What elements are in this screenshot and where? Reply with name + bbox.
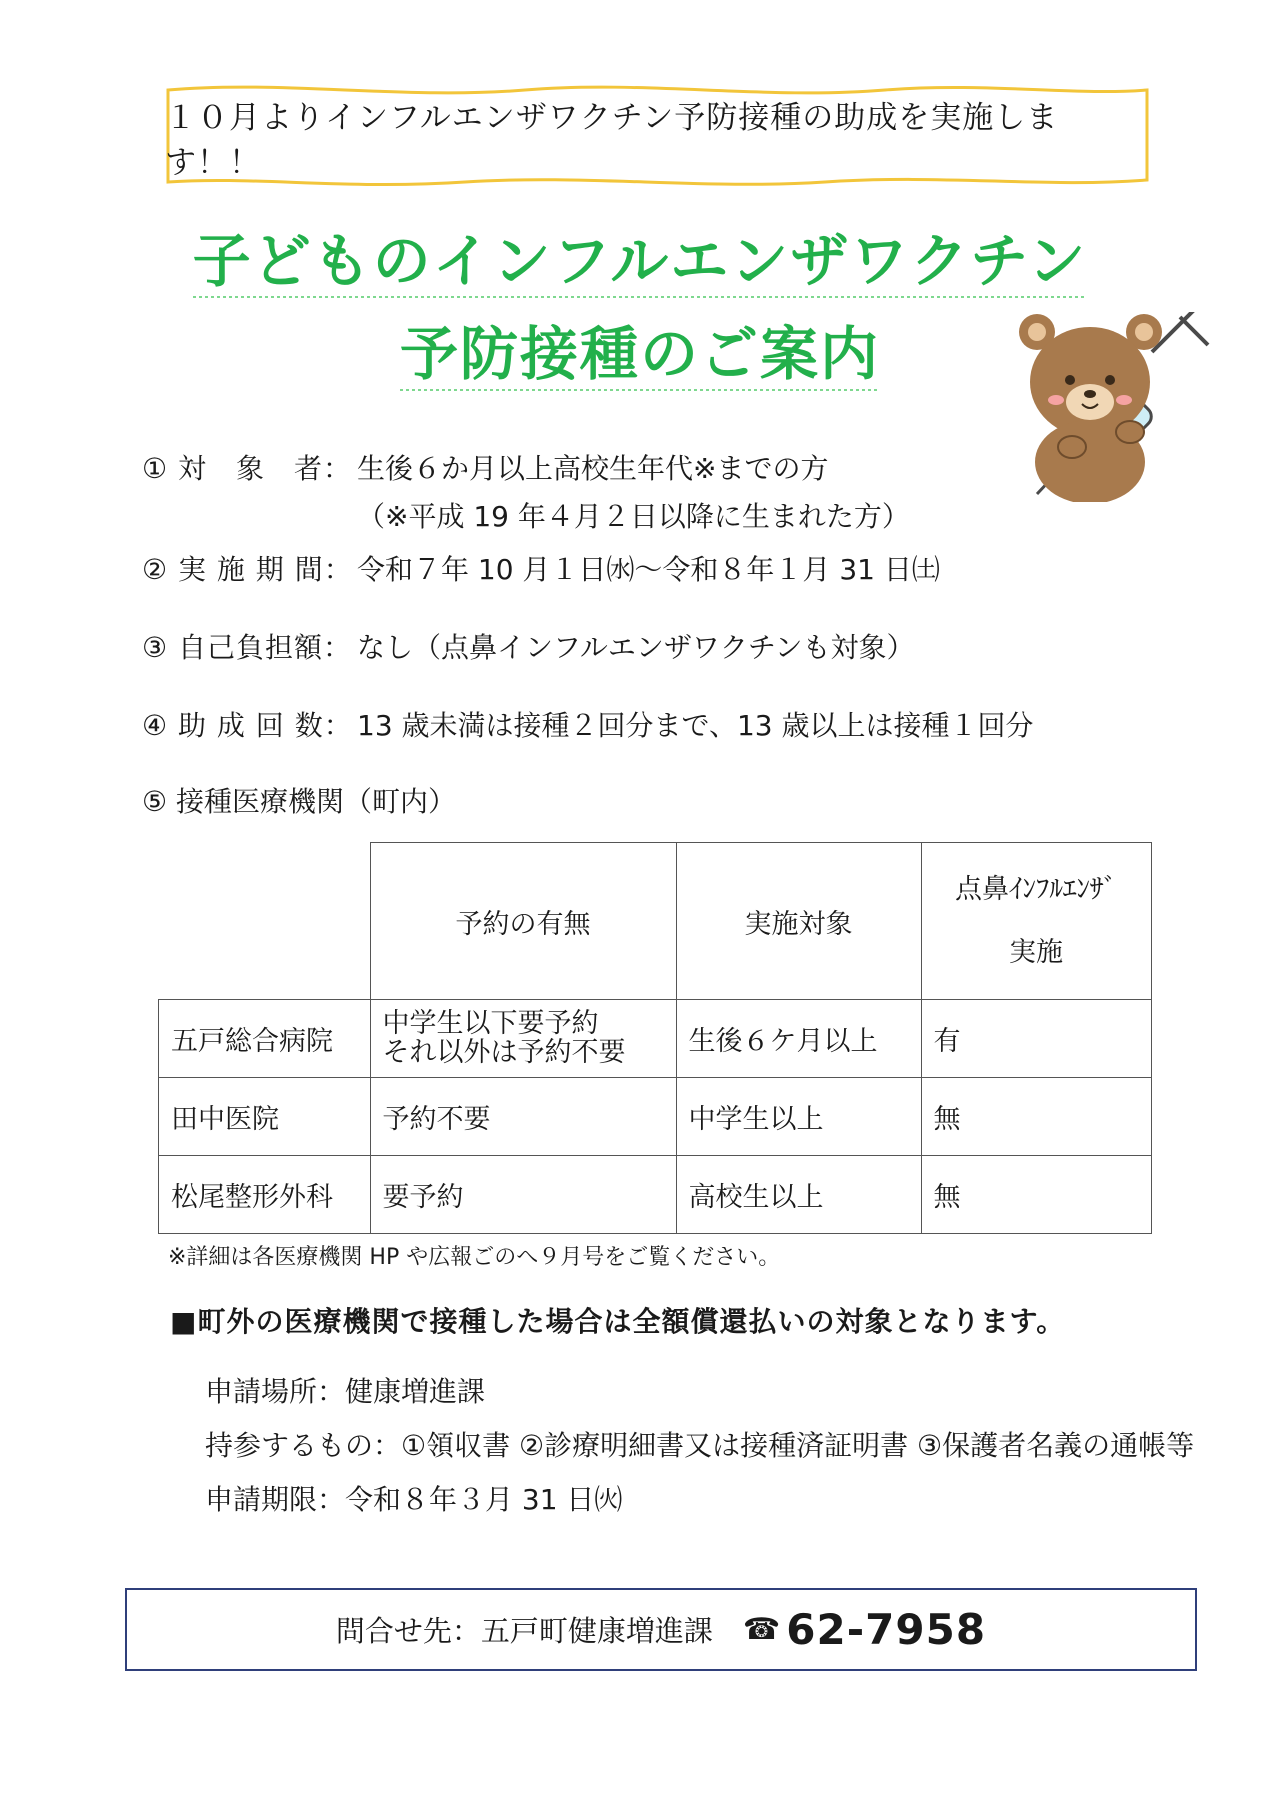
contact-phone: 62-7958 (786, 1605, 987, 1654)
table-header-nasal (921, 843, 1151, 1000)
table-header-nasal-line-1: 点鼻ｲﾝﾌﾙｴﾝｻﾞ (955, 874, 1117, 905)
item-target-note: （※平成 19 年４月２日以降に生まれた方） (357, 500, 910, 533)
clinic-name: 田中医院 (159, 1078, 371, 1156)
clinic-nasal: 有 (921, 1000, 1151, 1078)
item-period-label: ② 実 施 期 間： (142, 553, 353, 586)
clinic-target: 高校生以上 (676, 1156, 921, 1234)
item-clinics-heading: ⑤ 接種医療機関（町内） (142, 785, 457, 818)
table-header-nasal-line-2: 実施 (1009, 937, 1063, 968)
clinic-name: 五戸総合病院 (159, 1000, 371, 1078)
item-count (142, 709, 1034, 743)
outside-reimbursement-heading: ■町外の医療機関で接種した場合は全額償還払いの対象となります。 (170, 1305, 1066, 1338)
contact-label: 問合せ先：五戸町健康増進課 (335, 1614, 713, 1648)
table-header-row (159, 843, 1152, 1000)
table-header-reservation: 予約の有無 (370, 843, 676, 1000)
application-place: 申請場所：健康増進課 (205, 1375, 486, 1408)
items-to-bring: 持参するもの：①領収書 ②診療明細書又は接種済証明書 ③保護者名義の通帳等 (205, 1429, 1195, 1462)
table-row (159, 1000, 1152, 1078)
item-count-label: ④ 助 成 回 数： (142, 709, 353, 742)
table-header-target: 実施対象 (676, 843, 921, 1000)
clinic-nasal: 無 (921, 1156, 1151, 1234)
contact-box (125, 1588, 1197, 1671)
clinic-target: 中学生以上 (676, 1078, 921, 1156)
item-cost-label: ③ 自己負担額： (142, 631, 353, 664)
item-target (142, 452, 828, 486)
clinic-reservation: 要予約 (370, 1156, 676, 1234)
item-cost-value: なし（点鼻インフルエンザワクチンも対象） (357, 631, 915, 664)
clinic-reservation (370, 1000, 676, 1078)
clinic-reservation-line-2: それ以外は予約不要 (382, 1036, 626, 1068)
banner-announcement: １０月よりインフルエンザワクチン予防接種の助成を実施します！！ (165, 100, 1059, 181)
page-title-line-1: 子どものインフルエンザワクチン (0, 232, 1280, 298)
item-cost (142, 631, 914, 665)
table-row (159, 1078, 1152, 1156)
item-count-value: 13 歳未満は接種２回分まで、13 歳以上は接種１回分 (357, 709, 1034, 742)
phone-icon: ☎ (742, 1612, 781, 1647)
item-target-label: ① 対 象 者： (142, 452, 353, 485)
clinic-nasal: 無 (921, 1078, 1151, 1156)
clinic-reservation-line-1: 中学生以下要予約 (382, 1008, 599, 1040)
application-deadline: 申請期限：令和８年３月 31 日㈫ (205, 1483, 623, 1516)
page-title-line-2: 予防接種のご案内 (0, 325, 1280, 391)
clinic-name: 松尾整形外科 (159, 1156, 371, 1234)
item-period-value: 令和７年 10 月１日㈬～令和８年１月 31 日㈯ (357, 553, 940, 586)
table-footnote: ※詳細は各医療機関 HP や広報ごのへ９月号をご覧ください。 (168, 1245, 781, 1270)
clinic-target: 生後６ケ月以上 (676, 1000, 921, 1078)
clinic-reservation: 予約不要 (370, 1078, 676, 1156)
bear-syringe-illustration (1012, 312, 1212, 502)
item-target-value: 生後６か月以上高校生年代※までの方 (357, 452, 829, 485)
table-row (159, 1156, 1152, 1234)
item-period (142, 553, 940, 587)
table-header-empty (159, 843, 371, 1000)
clinic-table (158, 842, 1152, 1234)
